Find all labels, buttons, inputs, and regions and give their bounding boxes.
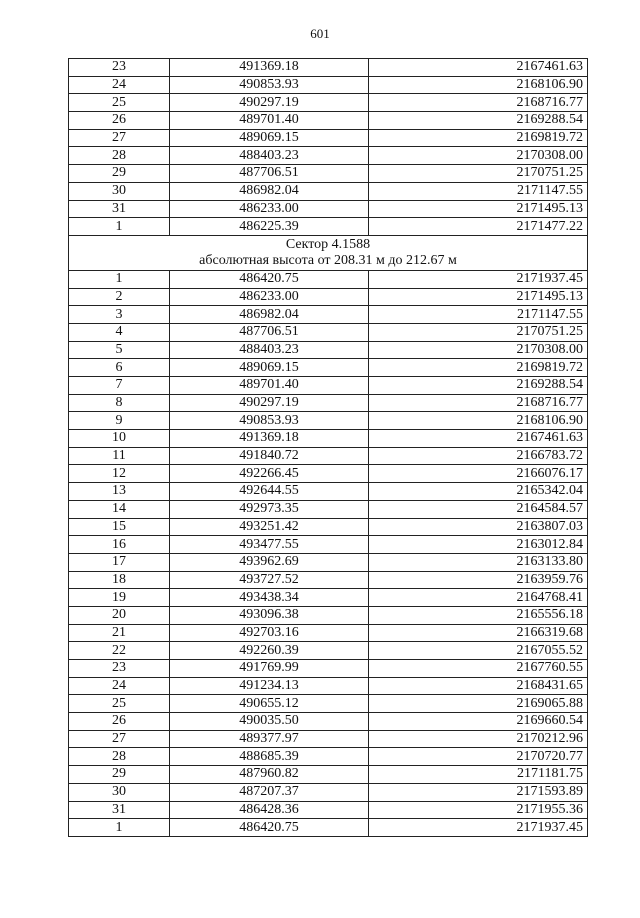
table-row [69,430,588,448]
point-number-cell: 31 [69,801,170,819]
x-coordinate-cell: 486420.75 [170,819,369,837]
table-row [69,394,588,412]
table-body-before [69,59,588,236]
table-row [69,465,588,483]
table-row [69,323,588,341]
y-coordinate-cell: 2171147.55 [369,306,588,324]
x-coordinate-cell: 487706.51 [170,165,369,183]
x-coordinate-cell: 493096.38 [170,606,369,624]
y-coordinate-cell: 2168716.77 [369,394,588,412]
section-header-cell [69,235,588,270]
point-number-cell: 10 [69,430,170,448]
x-coordinate-cell: 487207.37 [170,783,369,801]
point-number-cell: 25 [69,94,170,112]
point-number-cell: 22 [69,642,170,660]
y-coordinate-cell: 2168106.90 [369,412,588,430]
point-number-cell: 17 [69,553,170,571]
table-row [69,270,588,288]
x-coordinate-cell: 493477.55 [170,536,369,554]
table-row [69,94,588,112]
table-row [69,589,588,607]
point-number-cell: 30 [69,783,170,801]
point-number-cell: 4 [69,323,170,341]
point-number-cell: 24 [69,677,170,695]
x-coordinate-cell: 493438.34 [170,589,369,607]
table-row [69,359,588,377]
point-number-cell: 11 [69,447,170,465]
y-coordinate-cell: 2163959.76 [369,571,588,589]
table-row [69,766,588,784]
table-row [69,59,588,77]
point-number-cell: 6 [69,359,170,377]
x-coordinate-cell: 489701.40 [170,377,369,395]
y-coordinate-cell: 2166076.17 [369,465,588,483]
point-number-cell: 19 [69,589,170,607]
point-number-cell: 31 [69,200,170,218]
point-number-cell: 8 [69,394,170,412]
point-number-cell: 12 [69,465,170,483]
point-number-cell: 1 [69,270,170,288]
section-subtitle: абсолютная высота от 208.31 м до 212.67 м [199,252,457,268]
page-number: 601 [310,26,330,41]
y-coordinate-cell: 2163012.84 [369,536,588,554]
y-coordinate-cell: 2169065.88 [369,695,588,713]
table-row [69,606,588,624]
table-row [69,571,588,589]
x-coordinate-cell: 493251.42 [170,518,369,536]
x-coordinate-cell: 490297.19 [170,94,369,112]
point-number-cell: 29 [69,766,170,784]
table-row [69,129,588,147]
point-number-cell: 1 [69,218,170,236]
point-number-cell: 13 [69,483,170,501]
x-coordinate-cell: 492260.39 [170,642,369,660]
point-number-cell: 9 [69,412,170,430]
x-coordinate-cell: 492973.35 [170,500,369,518]
y-coordinate-cell: 2171495.13 [369,288,588,306]
table-body-after [69,270,588,836]
point-number-cell: 23 [69,660,170,678]
y-coordinate-cell: 2167461.63 [369,430,588,448]
y-coordinate-cell: 2165556.18 [369,606,588,624]
table-row [69,553,588,571]
point-number-cell: 29 [69,165,170,183]
table-row [69,76,588,94]
y-coordinate-cell: 2167760.55 [369,660,588,678]
x-coordinate-cell: 491769.99 [170,660,369,678]
table-row [69,147,588,165]
y-coordinate-cell: 2170751.25 [369,323,588,341]
x-coordinate-cell: 491369.18 [170,430,369,448]
point-number-cell: 18 [69,571,170,589]
point-number-cell: 20 [69,606,170,624]
x-coordinate-cell: 486233.00 [170,288,369,306]
y-coordinate-cell: 2169819.72 [369,129,588,147]
y-coordinate-cell: 2163133.80 [369,553,588,571]
y-coordinate-cell: 2167055.52 [369,642,588,660]
y-coordinate-cell: 2171147.55 [369,182,588,200]
table-row [69,713,588,731]
y-coordinate-cell: 2169288.54 [369,377,588,395]
y-coordinate-cell: 2170212.96 [369,730,588,748]
x-coordinate-cell: 491840.72 [170,447,369,465]
y-coordinate-cell: 2171593.89 [369,783,588,801]
table-row [69,483,588,501]
x-coordinate-cell: 489069.15 [170,129,369,147]
table-row [69,677,588,695]
x-coordinate-cell: 489377.97 [170,730,369,748]
table-row [69,660,588,678]
table-row [69,447,588,465]
point-number-cell: 25 [69,695,170,713]
x-coordinate-cell: 492266.45 [170,465,369,483]
y-coordinate-cell: 2167461.63 [369,59,588,77]
point-number-cell: 28 [69,147,170,165]
point-number-cell: 24 [69,76,170,94]
table-row [69,288,588,306]
x-coordinate-cell: 490297.19 [170,394,369,412]
y-coordinate-cell: 2170308.00 [369,341,588,359]
y-coordinate-cell: 2169288.54 [369,112,588,130]
x-coordinate-cell: 489069.15 [170,359,369,377]
x-coordinate-cell: 487706.51 [170,323,369,341]
y-coordinate-cell: 2164768.41 [369,589,588,607]
table-row [69,819,588,837]
x-coordinate-cell: 486982.04 [170,306,369,324]
y-coordinate-cell: 2171477.22 [369,218,588,236]
table-row [69,412,588,430]
point-number-cell: 26 [69,112,170,130]
coordinates-table [68,58,588,837]
point-number-cell: 27 [69,730,170,748]
x-coordinate-cell: 486982.04 [170,182,369,200]
section-header-row [69,235,588,270]
y-coordinate-cell: 2171181.75 [369,766,588,784]
x-coordinate-cell: 490655.12 [170,695,369,713]
table-row [69,306,588,324]
y-coordinate-cell: 2165342.04 [369,483,588,501]
table-row [69,536,588,554]
table-row [69,500,588,518]
x-coordinate-cell: 488685.39 [170,748,369,766]
y-coordinate-cell: 2170308.00 [369,147,588,165]
x-coordinate-cell: 491369.18 [170,59,369,77]
section-title: Сектор 4.1588 [285,236,371,252]
table-row [69,218,588,236]
x-coordinate-cell: 488403.23 [170,341,369,359]
table-row [69,783,588,801]
y-coordinate-cell: 2171955.36 [369,801,588,819]
table-row [69,642,588,660]
x-coordinate-cell: 486420.75 [170,270,369,288]
x-coordinate-cell: 493962.69 [170,553,369,571]
x-coordinate-cell: 493727.52 [170,571,369,589]
table-row [69,801,588,819]
table-row [69,200,588,218]
x-coordinate-cell: 490853.93 [170,76,369,94]
x-coordinate-cell: 492644.55 [170,483,369,501]
table-row [69,182,588,200]
table-row [69,112,588,130]
point-number-cell: 21 [69,624,170,642]
point-number-cell: 28 [69,748,170,766]
point-number-cell: 3 [69,306,170,324]
point-number-cell: 5 [69,341,170,359]
y-coordinate-cell: 2166783.72 [369,447,588,465]
y-coordinate-cell: 2168106.90 [369,76,588,94]
point-number-cell: 30 [69,182,170,200]
point-number-cell: 2 [69,288,170,306]
x-coordinate-cell: 492703.16 [170,624,369,642]
x-coordinate-cell: 490035.50 [170,713,369,731]
table-row [69,165,588,183]
x-coordinate-cell: 486233.00 [170,200,369,218]
table-row [69,624,588,642]
x-coordinate-cell: 486225.39 [170,218,369,236]
y-coordinate-cell: 2169819.72 [369,359,588,377]
table-row [69,748,588,766]
y-coordinate-cell: 2164584.57 [369,500,588,518]
table-row [69,341,588,359]
x-coordinate-cell: 490853.93 [170,412,369,430]
y-coordinate-cell: 2169660.54 [369,713,588,731]
y-coordinate-cell: 2168431.65 [369,677,588,695]
y-coordinate-cell: 2163807.03 [369,518,588,536]
y-coordinate-cell: 2171495.13 [369,200,588,218]
x-coordinate-cell: 488403.23 [170,147,369,165]
point-number-cell: 15 [69,518,170,536]
y-coordinate-cell: 2171937.45 [369,270,588,288]
x-coordinate-cell: 491234.13 [170,677,369,695]
point-number-cell: 27 [69,129,170,147]
x-coordinate-cell: 487960.82 [170,766,369,784]
table-row [69,377,588,395]
x-coordinate-cell: 486428.36 [170,801,369,819]
y-coordinate-cell: 2171937.45 [369,819,588,837]
point-number-cell: 14 [69,500,170,518]
point-number-cell: 26 [69,713,170,731]
point-number-cell: 16 [69,536,170,554]
point-number-cell: 23 [69,59,170,77]
table-row [69,518,588,536]
table-row [69,695,588,713]
x-coordinate-cell: 489701.40 [170,112,369,130]
table-row [69,730,588,748]
y-coordinate-cell: 2166319.68 [369,624,588,642]
point-number-cell: 1 [69,819,170,837]
y-coordinate-cell: 2170751.25 [369,165,588,183]
y-coordinate-cell: 2170720.77 [369,748,588,766]
y-coordinate-cell: 2168716.77 [369,94,588,112]
point-number-cell: 7 [69,377,170,395]
section-header-body [69,235,588,270]
